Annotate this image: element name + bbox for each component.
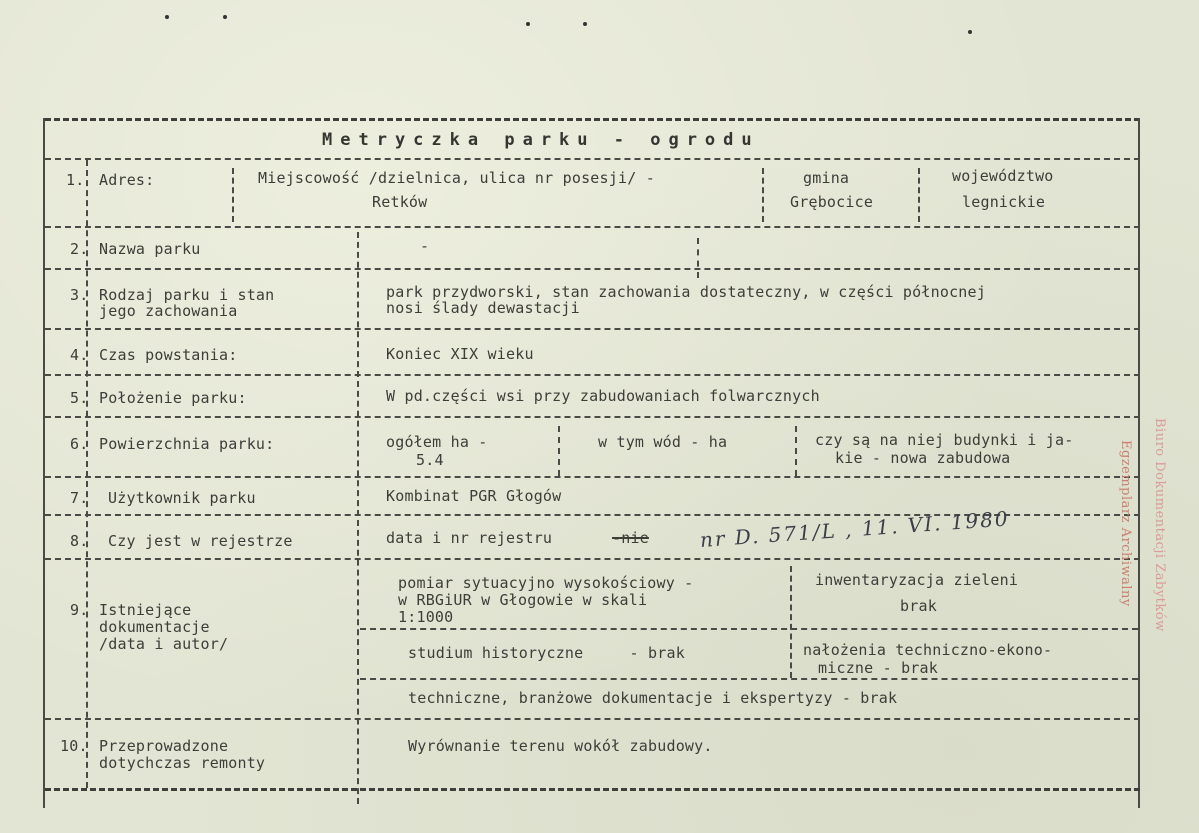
location-in-village-label: Położenie parku:	[99, 389, 247, 407]
location-in-village-value: W pd.części wsi przy zabudowaniach folwarcznych	[386, 387, 820, 405]
renovations-value: Wyrównanie terenu wokół zabudowy.	[408, 737, 713, 755]
area-label: Powierzchnia parku:	[99, 435, 275, 453]
archive-stamp: Biuro Dokumentacji Zabytków	[1152, 418, 1167, 632]
survey-text-2: w RBGiUR w Głogowie w skali	[398, 591, 648, 609]
wojewodztwo-value: legnickie	[962, 193, 1046, 211]
row-number-7: 7.	[70, 489, 89, 507]
row-number-6: 6.	[70, 435, 89, 453]
row9-column-divider	[790, 566, 792, 678]
historical-study: studium historyczne - brak	[408, 644, 685, 662]
row-divider	[45, 374, 1140, 376]
creation-time-value: Koniec XIX wieku	[386, 345, 534, 363]
row-number-3: 3.	[70, 286, 89, 304]
documentation-label-2: dokumentacje	[99, 618, 210, 636]
row9-sub-divider	[360, 678, 1138, 680]
binder-hole	[968, 30, 972, 34]
table-bottom-border	[45, 788, 1140, 791]
creation-time-label: Czas powstania:	[99, 346, 238, 364]
table-left-border	[43, 118, 45, 808]
row-number-9: 9.	[70, 601, 89, 619]
wojewodztwo-header: województwo	[952, 167, 1054, 185]
water-area-label: w tym wód - ha	[598, 433, 728, 451]
row-divider	[45, 268, 1140, 270]
park-name-value: -	[420, 237, 430, 255]
row-number-4: 4.	[70, 346, 89, 364]
row-divider	[45, 416, 1140, 418]
table-right-border	[1138, 118, 1140, 808]
park-type-label-2: jego zachowania	[99, 302, 238, 320]
row9-sub-divider	[360, 628, 1138, 630]
title-bottom-border	[45, 158, 1140, 160]
row1-divider	[918, 168, 920, 222]
area-total-label: ogółem ha -	[386, 433, 488, 451]
row-divider	[45, 476, 1140, 478]
row2-divider	[697, 238, 699, 278]
row-number-5: 5.	[70, 389, 89, 407]
row6-divider	[795, 426, 797, 476]
park-type-value-2: nosi ślady dewastacji	[386, 299, 580, 317]
park-user-value: Kombinat PGR Głogów	[386, 487, 562, 505]
register-label: Czy jest w rejestrze	[108, 532, 293, 550]
binder-hole	[583, 22, 587, 26]
documentation-label-3: /data i autor/	[99, 635, 229, 653]
row1-divider	[232, 168, 234, 222]
gmina-value: Grębocice	[790, 193, 874, 211]
greenery-inventory-value: brak	[900, 597, 937, 615]
table-top-border	[45, 118, 1140, 121]
technical-economic: nałożenia techniczno-ekono-	[803, 641, 1053, 659]
row-number-10: 10.	[60, 737, 88, 755]
area-total-value: 5.4	[416, 451, 444, 469]
buildings-label-2: kie - nowa zabudowa	[835, 449, 1011, 467]
greenery-inventory-label: inwentaryzacja zieleni	[815, 571, 1019, 589]
row-divider	[45, 718, 1140, 720]
gmina-header: gmina	[803, 169, 850, 187]
renovations-label-2: dotychczas remonty	[99, 754, 266, 772]
survey-text: pomiar sytuacyjno wysokościowy -	[398, 574, 694, 592]
row1-divider	[762, 168, 764, 222]
row-number-8: 8.	[70, 532, 89, 550]
binder-hole	[165, 15, 169, 19]
documentation-label: Istniejące	[99, 601, 192, 619]
binder-hole	[223, 15, 227, 19]
park-name-label: Nazwa parku	[99, 240, 201, 258]
park-type-label: Rodzaj parku i stan	[99, 286, 275, 304]
archive-stamp-2: Egzemplarz Archiwalny	[1118, 440, 1133, 607]
register-handwritten-number: nr D. 571/L , 11. VI. 1980	[699, 506, 1011, 552]
binder-hole	[526, 22, 530, 26]
row-number-1: 1.	[66, 171, 85, 189]
location-value: Retków	[372, 193, 428, 211]
row-divider	[45, 558, 1140, 560]
row-divider	[45, 328, 1140, 330]
renovations-label: Przeprowadzone	[99, 737, 229, 755]
row-divider	[45, 226, 1140, 228]
park-type-value: park przydworski, stan zachowania dostateczny, w części północnej	[386, 283, 986, 301]
address-label: Adres:	[99, 171, 155, 189]
other-documentation: techniczne, branżowe dokumentacje i ekspertyzy - brak	[408, 689, 898, 707]
form-title: Metryczka parku - ogrodu	[322, 130, 760, 150]
technical-economic-2: miczne - brak	[818, 659, 938, 677]
park-user-label: Użytkownik parku	[108, 489, 256, 507]
survey-scale: 1:1000	[398, 608, 454, 626]
row6-divider	[558, 426, 560, 476]
register-struck-text: -nie	[612, 529, 649, 547]
row-number-2: 2.	[70, 240, 89, 258]
register-value: data i nr rejestru	[386, 529, 553, 547]
buildings-label: czy są na niej budynki i ja-	[815, 431, 1074, 449]
location-header: Miejscowość /dzielnica, ulica nr posesji/ -	[258, 169, 655, 187]
